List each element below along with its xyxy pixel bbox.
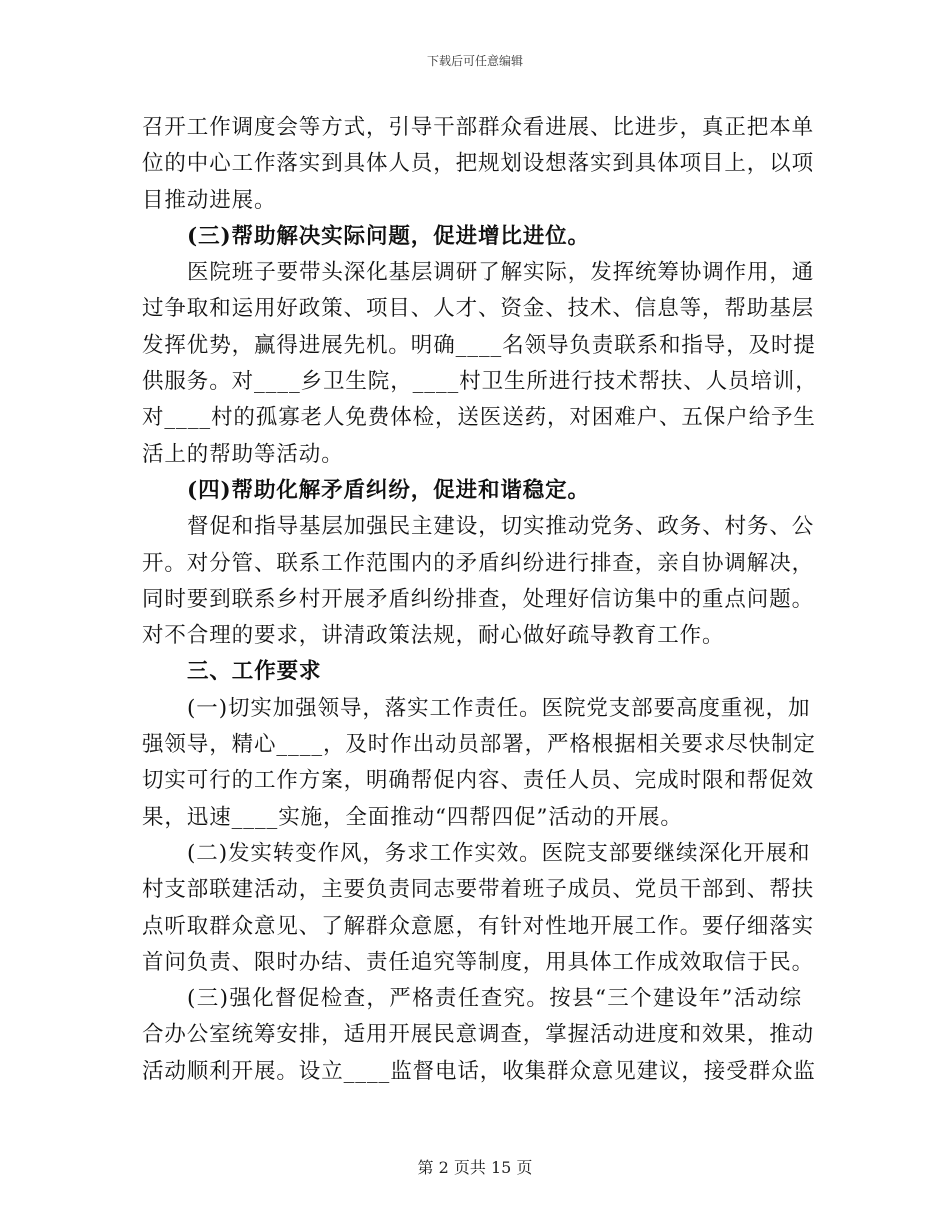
paragraph-line: 切实可行的工作方案，明确帮促内容、责任人员、完成时限和帮促效 [142,768,815,794]
paragraph-line: 点听取群众意见、了解群众意愿，有针对性地开展工作。要仔细落实 [142,913,815,939]
paragraph-line: 督促和指导基层加强民主建设，切实推动党务、政务、村务、公 [187,514,815,540]
document-body [142,110,818,1090]
paragraph-line: 活上的帮助等活动。 [142,441,344,467]
paragraph-line: 发挥优势，赢得进展先机。明确____名领导负责联系和指导，及时提 [142,332,816,358]
paragraph-line: 目推动进展。 [142,187,277,213]
paragraph-line: 医院班子要带头深化基层调研了解实际，发挥统筹协调作用，通 [187,260,815,286]
paragraph-line: 召开工作调度会等方式，引导干部群众看进展、比进步，真正把本单 [142,115,815,140]
page-header: 下载后可任意编辑 [426,54,523,68]
paragraph-line: (一)切实加强领导，落实工作责任。医院党支部要高度重视，加 [187,695,811,721]
paragraph-line: 村支部联建活动，主要负责同志要带着班子成员、党员干部到、帮扶 [142,877,815,903]
paragraph-line: 对____村的孤寡老人免费体检，送医送药，对困难户、五保户给予生 [142,405,816,431]
paragraph-line: 位的中心工作落实到具体人员，把规划设想落实到具体项目上，以项 [142,151,815,177]
paragraph-line: 合办公室统筹安排，适用开展民意调查，掌握活动进度和效果，推动 [142,1022,815,1048]
paragraph-line: 活动顺利开展。设立____监督电话，收集群众意见建议，接受群众监 [142,1058,816,1084]
paragraph-line: (三)强化督促检查，严格责任查究。按县“三个建设年”活动综 [187,986,802,1012]
paragraph-line: 开。对分管、联系工作范围内的矛盾纠纷进行排查，亲自协调解决， [142,550,815,576]
paragraph-line: 供服务。对____乡卫生院，____村卫生所进行技术帮扶、人员培训， [142,369,818,395]
paragraph-line: 强领导，精心____，及时作出动员部署，严格根据相关要求尽快制定 [142,732,816,758]
section-heading: 三、工作要求 [187,659,322,685]
paragraph-line: (二)发实转变作风，务求工作实效。医院支部要继续深化开展和 [187,840,811,866]
paragraph-line: 果，迅速____实施，全面推动“四帮四促”活动的开展。 [142,804,683,830]
paragraph-line: 首问负责、限时办结、责任追究等制度，用具体工作成效取信于民。 [142,949,815,975]
page-footer: 第 2 页共 15 页 [417,1158,533,1177]
paragraph-line: 对不合理的要求，讲清政策法规，耐心做好疏导教育工作。 [142,623,725,649]
paragraph-line: 过争取和运用好政策、项目、人才、资金、技术、信息等，帮助基层 [142,296,815,322]
section-heading: (三)帮助解决实际问题，促进增比进位。 [187,223,590,249]
section-heading: (四)帮助化解矛盾纠纷，促进和谐稳定。 [187,477,590,503]
paragraph-line: 同时要到联系乡村开展矛盾纠纷排查，处理好信访集中的重点问题。 [142,586,815,612]
